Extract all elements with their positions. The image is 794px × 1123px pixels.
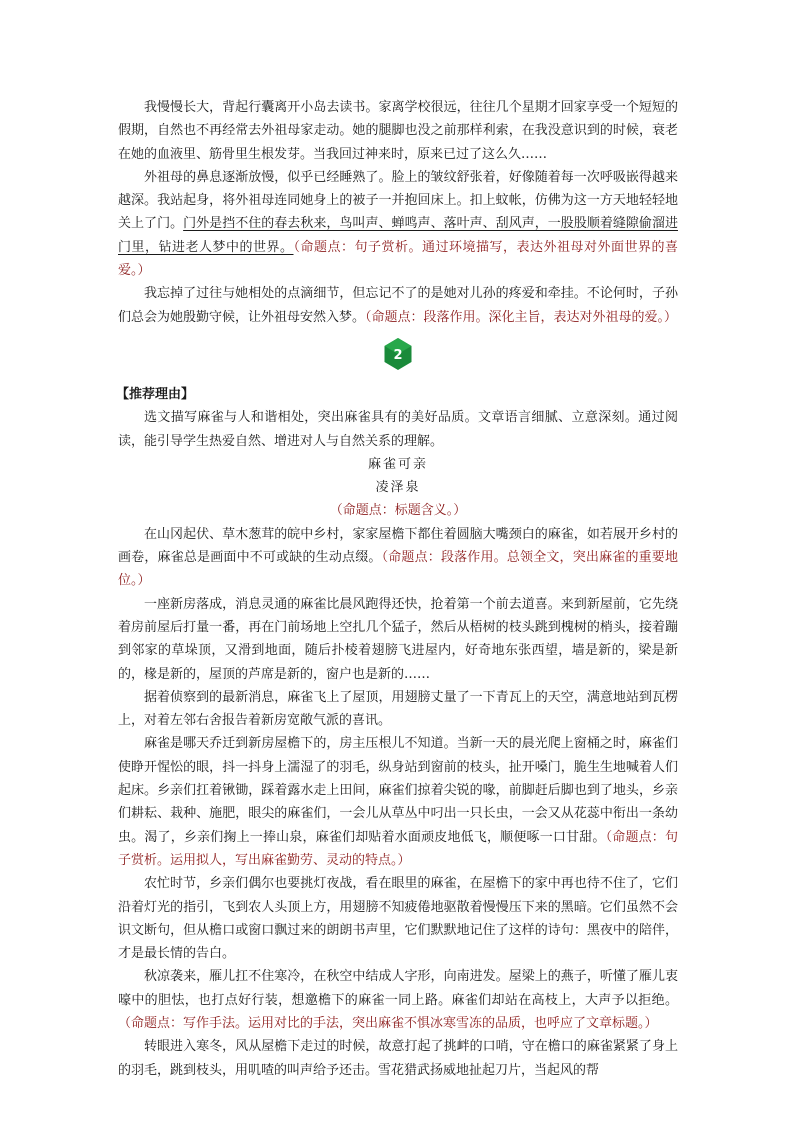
question-point-note: （命题点：段落作用。总领全文，突出麻雀的重要地位。） — [118, 550, 678, 589]
article-paragraph-3: 据着侦察到的最新消息，麻雀飞上了屋顶，用翅膀丈量了一下青瓦上的天空，满意地站到瓦楞上，对着左邻右舍报告着新房宽敞气派的喜讯。 — [118, 689, 678, 729]
question-point-note: （命题点：句子赏析。通过环境描写，表达外祖母对外面世界的喜爱。） — [118, 239, 678, 279]
question-point-note: （命题点：写作手法。运用对比的手法，突出麻雀不惧冰寒雪冻的品质，也呼应了文章标题。） — [118, 1015, 658, 1031]
article-paragraph-1 — [118, 523, 678, 593]
question-point-note: （命题点：句子赏析。运用拟人，写出麻雀勤劳、灵动的特点。） — [118, 829, 678, 868]
article-author: 凌泽泉 — [375, 480, 421, 496]
document-page — [118, 96, 678, 1082]
article-paragraph-4 — [118, 732, 678, 872]
section-badge — [118, 337, 678, 379]
article-paragraph-7: 转眼进入寒冬，风从屋檐下走过的时候，故意打起了挑衅的口哨，守在檐口的麻雀紧紧了身上的羽毛，跳到枝头，用叽喳的叫声给予还击。雪花猎武扬威地扯起刀片，当起风的帮 — [118, 1039, 678, 1078]
recommendation-text: 选文描写麻雀与人和谐相处，突出麻雀具有的美好品质。文章语言细腻、立意深刻。通过阅读，能引导学生热爱自然、增进对人与自然关系的理解。 — [118, 410, 678, 449]
intro-paragraph-3-text: 我忘掉了过往与她相处的点滴细节，但忘记不了的是她对儿孙的疼爱和牵挂。不论何时，子孙们总会为她殷勤守候，让外祖母安然入梦。 — [118, 286, 678, 325]
title-question-point: （命题点：标题含义。） — [329, 503, 467, 519]
hexagon-badge-icon — [383, 337, 413, 371]
article-paragraph-2: 一座新房落成，消息灵通的麻雀比晨风跑得还快，抢着第一个前去道喜。来到新屋前，它先绕着房前屋后打量一番，再在门前场地上空扎几个猛子，然后从梧树的枝头跳到槐树的梢头，接着蹦到邻家的草垛顶，又滑到地面，随后扑棱着翅膀飞进屋内，好奇地东张西望，墙是新的，梁是新的，椽是新的，屋顶的芦席是新的，窗户也是新的…… — [118, 596, 678, 682]
question-point-note: （命题点：段落作用。深化主旨，表达对外祖母的爱。） — [365, 309, 678, 325]
article-title: 麻雀可亲 — [367, 456, 428, 472]
article-paragraph-5: 农忙时节，乡亲们偶尔也要挑灯夜战，看在眼里的麻雀，在屋檐下的家中再也待不住了，它们沿着灯光的指引，飞到农人头顶上方，用翅膀不知疲倦地驱散着慢慢压下来的黑暗。它们虽然不会识文断句，但从檐口或窗口飘过来的朗朗书声里，它们默默地记住了这样的诗句：黑夜中的陪伴，才是最长情的告白。 — [118, 876, 678, 962]
intro-paragraph-2-text: 外祖母的鼻息逐渐放慢，似乎已经睡熟了。脸上的皱纹舒张着，好像随着每一次呼吸嵌得越来越深。我站起身，将外祖母连同她身上的被子一并抱回床上。扣上蚊帐，仿佛为这一方天地轻轻地关上了门。 — [118, 169, 678, 232]
underlined-sentence: 门外是挡不住的春去秋来，鸟叫声、蝉鸣声、落叶声、刮风声，一股股顺着缝隙偷溜进门里，钻进老人梦中的世界。 — [118, 216, 678, 255]
article-paragraph-6-text: 秋凉袭来，雁儿扛不住寒冷，在秋空中结成人字形，向南进发。屋梁上的燕子，听懂了雁儿衷嚎中的胆怯，也打点好行装，想邀檐下的麻雀一同上路。麻雀们却站在高枝上，大声予以拒绝。 — [118, 969, 678, 1008]
article-paragraph-1-text: 在山冈起伏、草木葱茸的皖中乡村，家家屋檐下都住着圆脑大嘴颈白的麻雀，如若展开乡村的画卷，麻雀总是画面中不可或缺的生动点缀。 — [118, 526, 678, 566]
article-paragraph-6 — [118, 965, 678, 1035]
intro-paragraph-3 — [118, 282, 678, 329]
recommendation-heading: 【推荐理由】 — [116, 386, 195, 402]
section-number: 2 — [393, 347, 403, 363]
article-paragraph-4-text: 麻雀是哪天乔迁到新房屋檐下的，房主压根儿不知道。当新一天的晨光爬上窗桶之时，麻雀们使睁开惺忪的眼，抖一抖身上濡湿了的羽毛，纵身站到窗前的枝头，扯开嗓门，脆生生地喊着人们起床。乡亲们扛着锹锄，踩着露水走上田间，麻雀们掠着尖锐的喙，前脚赶后脚也到了地头，乡亲们耕耘、栽种、施肥，眼尖的麻雀们，一会儿从草丛中叼出一只长虫，一会又从花蕊中衔出一条幼虫。渴了，乡亲们掬上一捧山泉，麻雀们却贴着水面顽皮地低飞，顺便啄一口甘甜。 — [118, 736, 678, 845]
intro-paragraph-1: 我慢慢长大，背起行囊离开小岛去读书。家离学校很远，往往几个星期才回家享受一个短短的假期，自然也不再经常去外祖母家走动。她的腿脚也没之前那样利索，在我没意识到的时候，衰老在她的血液里、筋骨里生根发芽。当我回过神来时，原来已过了这么久…… — [118, 100, 678, 162]
intro-paragraph-2 — [118, 166, 678, 282]
